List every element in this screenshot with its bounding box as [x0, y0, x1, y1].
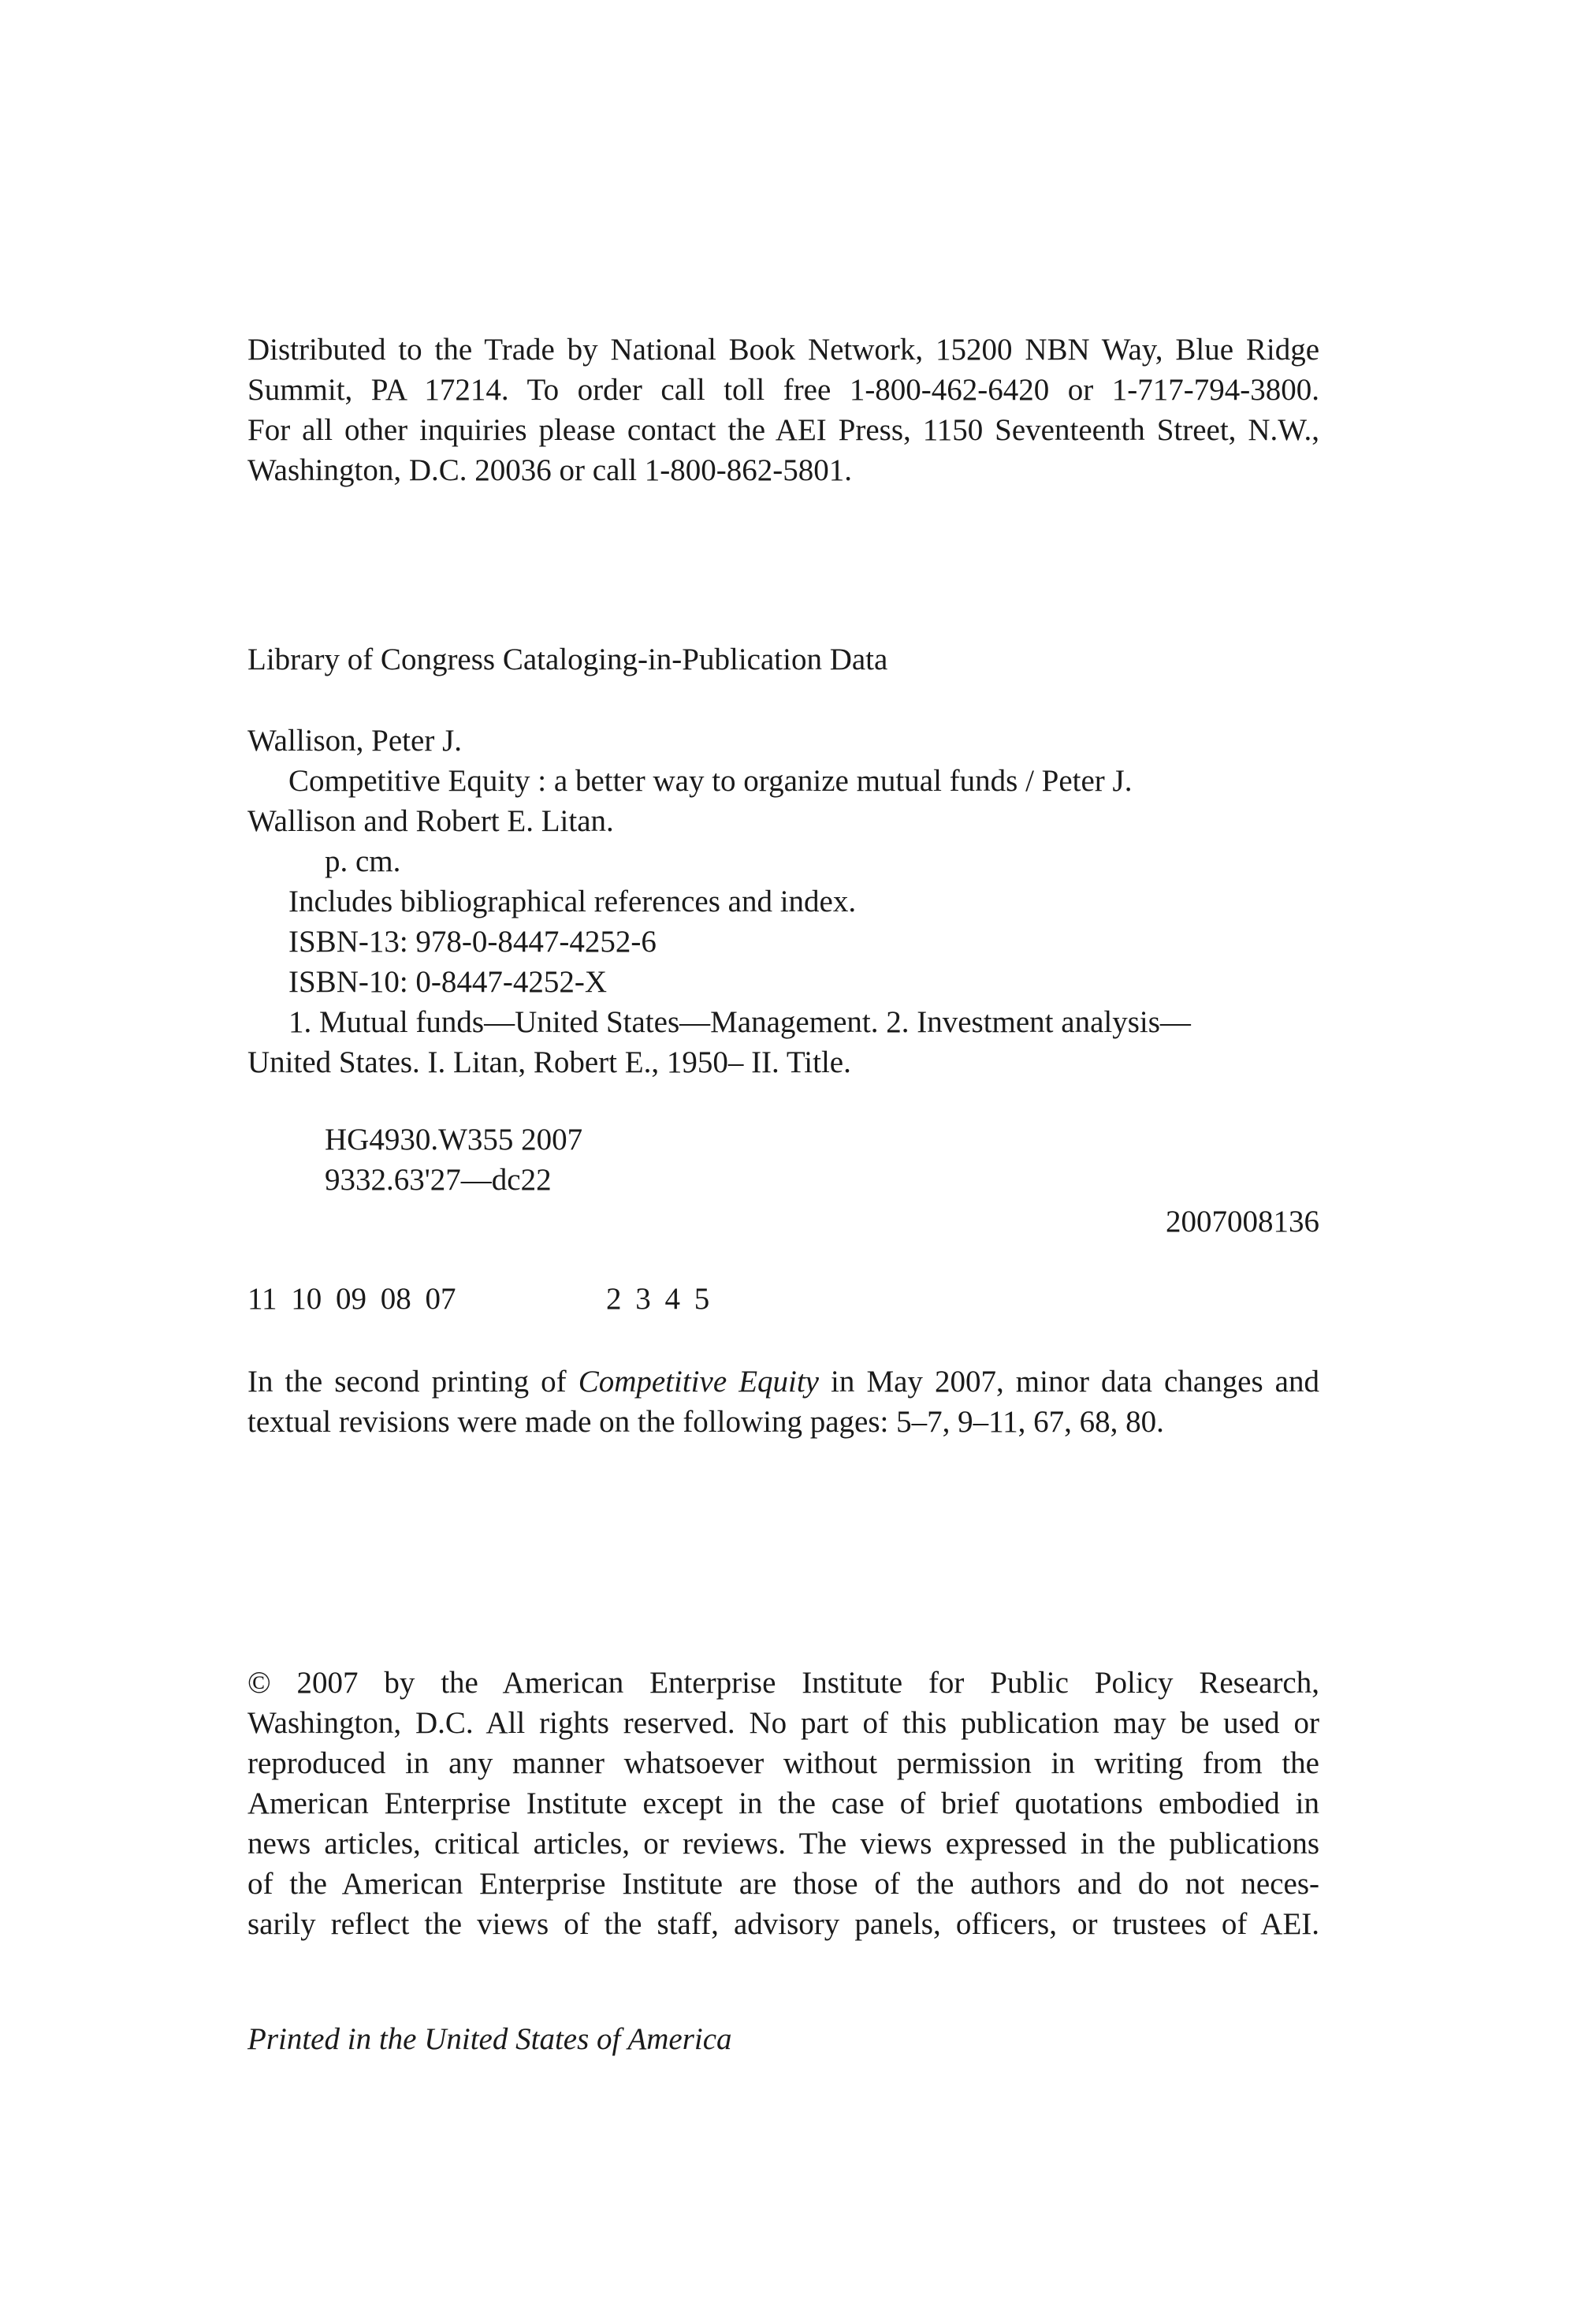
cip-heading-text: Library of Congress Cataloging-in-Publication Data [247, 643, 888, 676]
distribution-notice [247, 330, 1319, 490]
distribution-line: Distributed to the Trade by National Book Network, 15200 NBN Way, Blue Ridge [247, 333, 1319, 367]
copyright-line: sarily reflect the views of the staff, advisory panels, officers, or trustees of AEI. [247, 1907, 1319, 1941]
copyright-line: reproduced in any manner whatsoever without permission in writing from the [247, 1746, 1319, 1780]
cip-isbn10: ISBN-10: 0-8447-4252-X [288, 965, 608, 999]
revision-note-line-1: In the second printing of Competitive Equity in May 2007, minor data changes and [247, 1365, 1319, 1399]
copyright-line: American Enterprise Institute except in the case of brief quotations embodied in [247, 1786, 1319, 1820]
printed-in [247, 2019, 1319, 2059]
cip-title-line-2: Wallison and Robert E. Litan. [247, 804, 614, 838]
distribution-line: Washington, D.C. 20036 or call 1-800-862-5801. [247, 453, 853, 487]
cip-subjects-line-2: United States. I. Litan, Robert E., 1950– II. Title. [247, 1045, 851, 1079]
cip-bibliography: Includes bibliographical references and index. [288, 885, 857, 918]
printed-in-text: Printed in the United States of America [247, 2022, 732, 2056]
copyright-line: Washington, D.C. All rights reserved. No part of this publication may be used or [247, 1706, 1319, 1740]
distribution-line: For all other inquiries please contact the AEI Press, 1150 Seventeenth Street, N.W., [247, 413, 1319, 447]
cip-classification [247, 1119, 1319, 1200]
cip-heading [247, 639, 1319, 680]
cip-lccn: 2007008136 [1166, 1205, 1319, 1239]
copyright-line: © 2007 by the American Enterprise Institute for Public Policy Research, [247, 1666, 1319, 1700]
copyright-line: news articles, critical articles, or reviews. The views expressed in the publications [247, 1827, 1319, 1861]
revision-note-line-2: textual revisions were made on the following pages: 5–7, 9–11, 67, 68, 80. [247, 1405, 1164, 1439]
cip-pages: p. cm. [325, 844, 401, 878]
printing-years: 11 10 09 08 07 [247, 1282, 456, 1316]
cip-author: Wallison, Peter J. [247, 724, 462, 758]
cip-lc-class: HG4930.W355 2007 [325, 1123, 583, 1157]
cip-subjects-line-1: 1. Mutual funds—United States—Management. 2. Investment analysis— [288, 1005, 1191, 1039]
copyright-notice [247, 1663, 1319, 1944]
cip-lccn-row [247, 1201, 1319, 1242]
distribution-line: Summit, PA 17214. To order call toll free 1-800-462-6420 or 1-717-794-3800. [247, 373, 1319, 407]
book-title: Competitive Equity [578, 1365, 819, 1399]
printing-line [247, 1279, 1319, 1319]
printing-impressions: 2 3 4 5 [606, 1282, 710, 1316]
cip-title-line-1: Competitive Equity : a better way to organize mutual funds / Peter J. [288, 764, 1133, 798]
cip-dewey: 9332.63'27—dc22 [325, 1163, 552, 1197]
cip-record [247, 721, 1319, 1082]
copyright-line: of the American Enterprise Institute are those of the authors and do not neces- [247, 1867, 1319, 1901]
revision-note [247, 1362, 1319, 1442]
cip-isbn13: ISBN-13: 978-0-8447-4252-6 [288, 925, 657, 959]
